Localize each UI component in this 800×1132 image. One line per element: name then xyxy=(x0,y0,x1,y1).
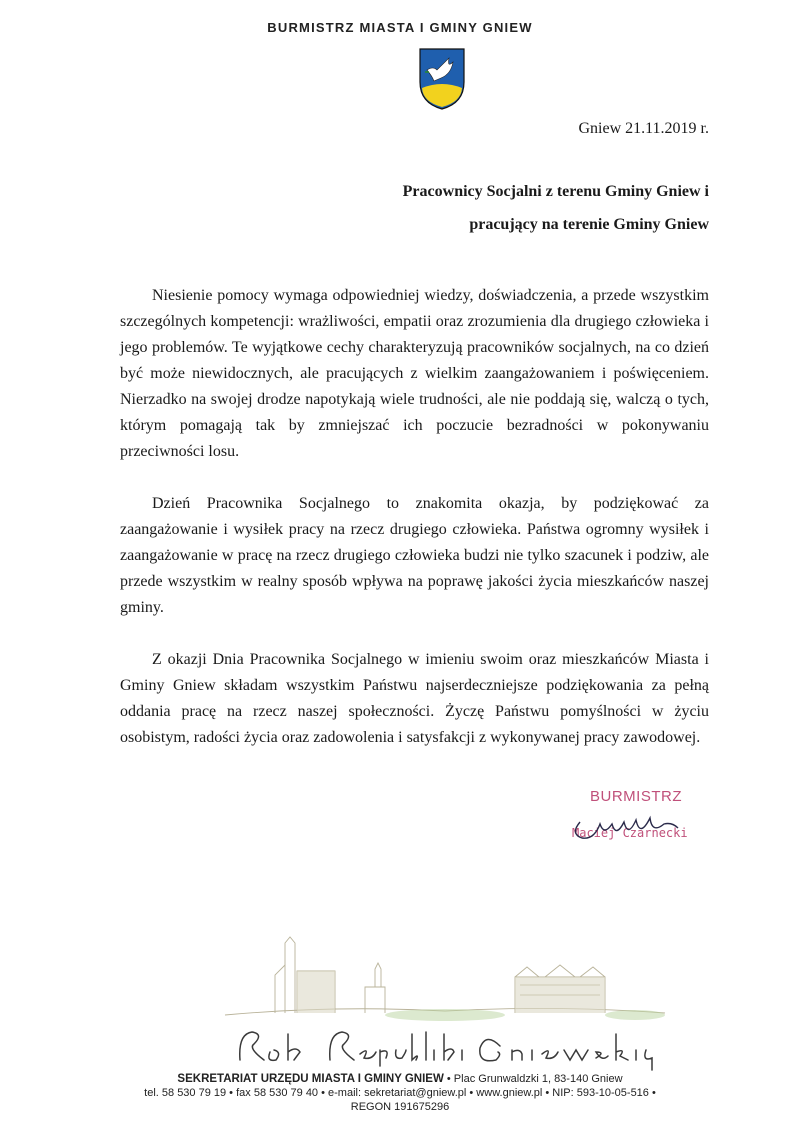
town-panorama-icon xyxy=(215,935,675,1025)
footer xyxy=(0,1072,800,1114)
paragraph-2: Dzień Pracownika Socjalnego to znakomita okazja, by podziękować za zaangażowanie i wysiłek pracy na rzecz drugiego człowieka. Państwa ogromny wysiłek i zaangażowanie w pracę na rzecz drugiego człowieka budzi nie tylko szacunek i podziw, ale przede wszystkim w realny sposób wpływa na poprawę jakości życia mieszkańców naszej gminy. xyxy=(120,495,709,616)
footer-contact: tel. 58 530 79 19 • fax 58 530 79 40 • e-mail: sekretariat@gniew.pl • www.gniew.pl • NIP: 593-10-05-516 • xyxy=(144,1087,656,1099)
signature-title: BURMISTRZ xyxy=(590,788,682,805)
rok-republiki-logo-icon xyxy=(230,1022,670,1072)
recipient-line-2: pracujący na terenie Gminy Gniew xyxy=(469,216,709,233)
letter-body xyxy=(120,283,709,777)
footer-regon: REGON 191675296 xyxy=(350,1101,450,1113)
signature-stamp xyxy=(560,786,720,856)
footer-line-1 xyxy=(0,1072,800,1086)
recipient-line-1: Pracownicy Socjalni z terenu Gminy Gniew i xyxy=(402,183,709,200)
paragraph-1: Niesienie pomocy wymaga odpowiedniej wiedzy, doświadczenia, a przede wszystkim szczególnych kompetencji: wrażliwości, empatii oraz zrozumienia dla drugiego człowieka i jego problemów. Te wyjątkowe cechy charakteryzują pracowników socjalnych, na co dzień być może niewidocznych, ale pracujących z wielkim zaangażowaniem i poświęceniem. Nierzadko na swojej drodze napotykają wiele trudności, ale nie poddają się, walczą o tych, którym pomagają tak by zmniejszać ich poczucie bezradności w pokonywaniu przeciwności losu. xyxy=(120,287,709,460)
footer-org-name: SEKRETARIAT URZĘDU MIASTA I GMINY GNIEW xyxy=(177,1073,444,1085)
recipient-block xyxy=(403,175,709,241)
paragraph-3: Z okazji Dnia Pracownika Socjalnego w imieniu swoim oraz mieszkańców Miasta i Gminy Gniew składam wszystkim Państwu najserdeczniejsze podziękowania za pełną oddania pracę na rzecz naszej społeczności. Życzę Państwu pomyślności w życiu osobistym, radości życia oraz zadowolenia i satysfakcji z wykonywanej pracy zawodowej. xyxy=(120,651,709,746)
handwritten-signature-icon xyxy=(560,794,720,844)
letter-date: Gniew 21.11.2019 r. xyxy=(578,120,709,137)
letterhead-title: BURMISTRZ MIASTA I GMINY GNIEW xyxy=(267,20,533,35)
signature-name: Maciej Czarnecki xyxy=(572,826,688,840)
coat-of-arms-icon xyxy=(419,48,465,110)
footer-address: • Plac Grunwaldzki 1, 83-140 Gniew xyxy=(443,1073,623,1085)
